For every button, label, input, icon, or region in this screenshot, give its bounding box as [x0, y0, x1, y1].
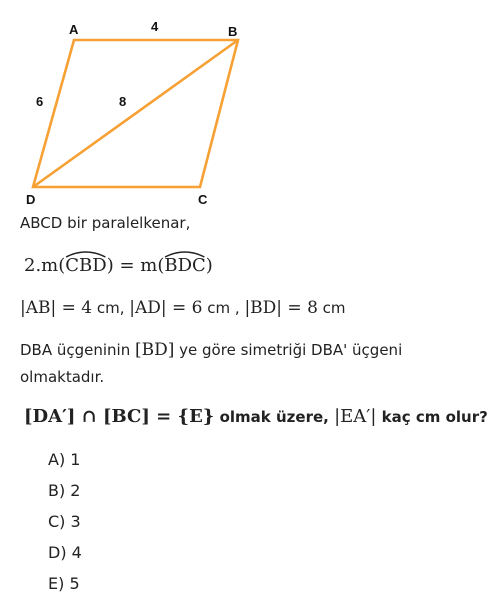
length-ad: |AD| = 6 — [129, 298, 203, 318]
option-a[interactable]: A) 1 — [48, 450, 81, 469]
angle-cbd-text: CBD — [65, 255, 107, 276]
length-bd-unit: cm — [317, 299, 346, 317]
length-ab: |AB| = 4 — [20, 298, 93, 318]
equation-equals: = m( — [113, 255, 165, 276]
diagonal-bd — [33, 40, 238, 187]
line4-math: [BD] — [135, 340, 175, 360]
question-math-2: |EA′| — [334, 406, 377, 427]
side-label-bd: 8 — [119, 94, 127, 109]
angle-bdc — [164, 255, 205, 276]
side-label-ab: 4 — [151, 19, 159, 34]
parallelogram-figure — [0, 0, 499, 215]
equation-close-1: ) — [106, 255, 114, 276]
length-bd: |BD| = 8 — [244, 298, 318, 318]
question-end: kaç cm olur? — [376, 408, 488, 426]
option-b[interactable]: B) 2 — [48, 481, 81, 500]
line4-post: ye göre simetriği DBA' üçgeni — [174, 341, 403, 359]
statement-line-5: olmaktadır. — [20, 368, 105, 386]
angle-cbd — [65, 255, 106, 276]
question-math-1: [DA′] ∩ [BC] = {E} — [24, 406, 215, 427]
angle-bdc-text: BDC — [164, 255, 206, 276]
option-e[interactable]: E) 5 — [48, 574, 80, 593]
lengths-line — [20, 298, 346, 318]
angle-equation — [24, 255, 213, 276]
vertex-label-c: C — [198, 192, 208, 207]
equation-close-2: ) — [205, 255, 213, 276]
vertex-label-d: D — [26, 192, 36, 207]
length-ad-unit: cm , — [202, 299, 245, 317]
statement-line-4 — [20, 340, 402, 360]
question-line — [24, 406, 488, 427]
length-ab-unit: cm, — [92, 299, 130, 317]
option-c[interactable]: C) 3 — [48, 512, 81, 531]
vertex-label-b: B — [228, 24, 238, 39]
equation-left-coef: 2.m( — [24, 255, 66, 276]
statement-line-1: ABCD bir paralelkenar, — [20, 214, 191, 232]
option-d[interactable]: D) 4 — [48, 543, 82, 562]
side-label-ad: 6 — [36, 94, 44, 109]
vertex-label-a: A — [69, 22, 79, 37]
question-mid: olmak üzere, — [214, 408, 335, 426]
line4-pre: DBA üçgeninin — [20, 341, 135, 359]
